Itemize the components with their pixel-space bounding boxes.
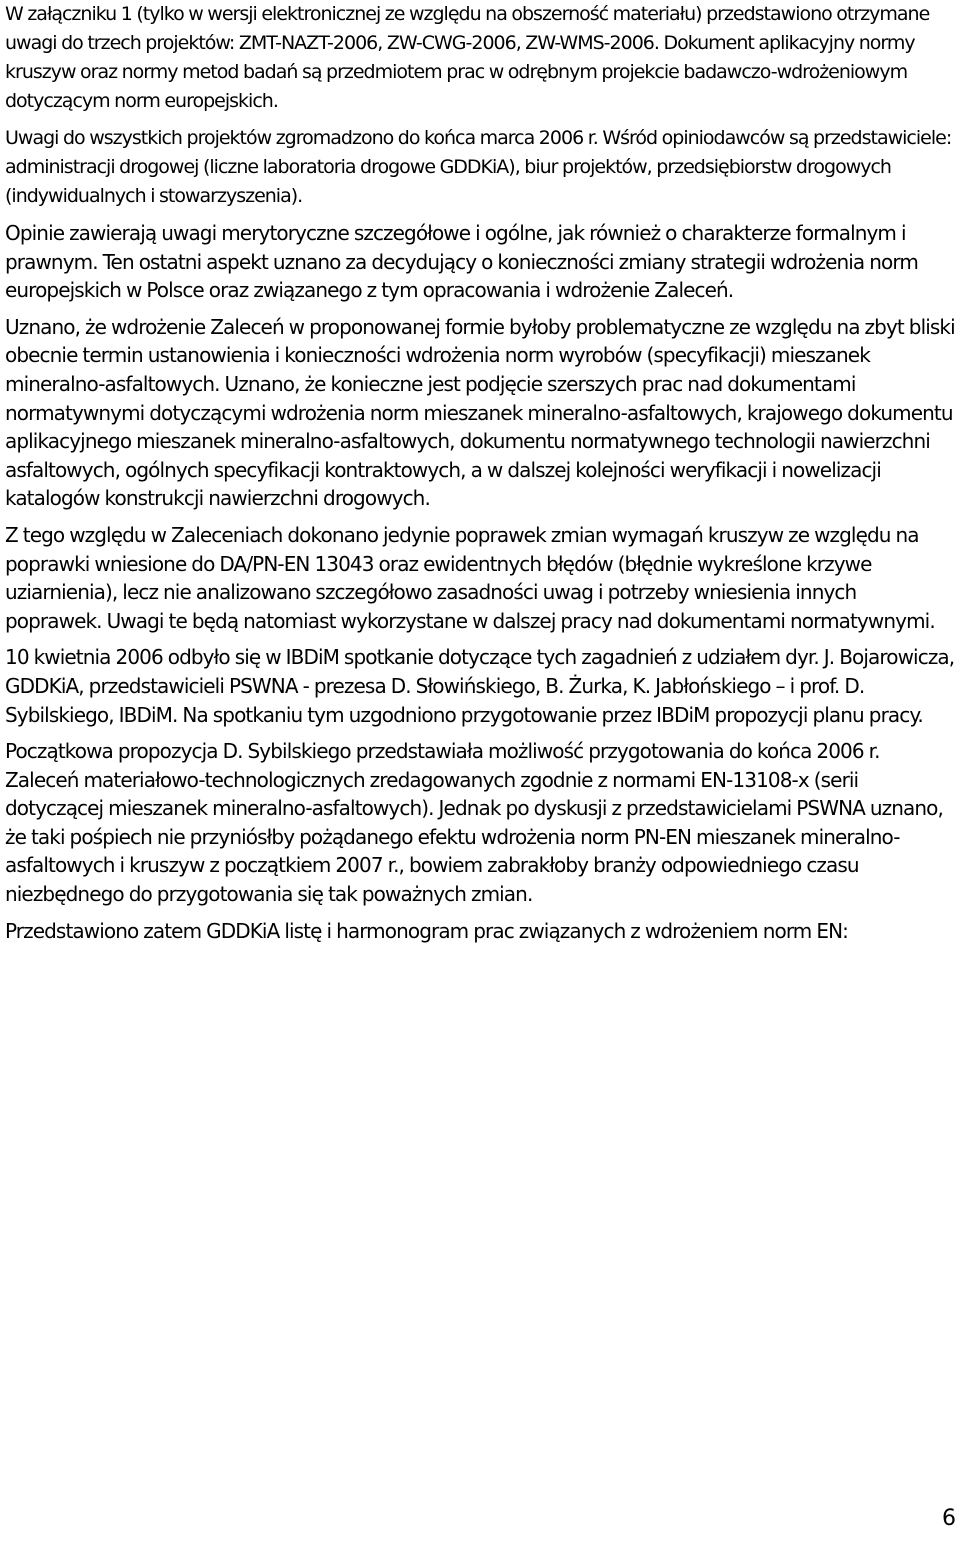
paragraph-opinions: Opinie zawierają uwagi merytoryczne szczegółowe i ogólne, jak również o charakterze formalnym i prawnym. Ten ostatni aspekt uznano za decydujący o konieczności zmiany strategii wdrożenia norm europejskich w Polsce oraz związanego z tym opracowania i wdrożenie Zaleceń. xyxy=(5,221,918,303)
paragraph-corrections: Z tego względu w Zaleceniach dokonano jedynie poprawek zmian wymagań kruszyw ze względu na poprawki wniesione do DA/PN-EN 13043 oraz ewidentnych błędów (błędnie wykreślone krzywe uziarnienia), lecz nie analizowano szczegółowo zasadności uwag i potrzeby wniesienia innych poprawek. Uwagi te będą natomiast wykorzystane w dalszej pracy nad dokumentami normatywnymi. xyxy=(5,522,935,633)
page-number: 6 xyxy=(942,1506,956,1531)
paragraph-meeting: 10 kwietnia 2006 odbyło się w IBDiM spotkanie dotyczące tych zagadnień z udziałem dyr. J. Bojarowicza, GDDKiA, przedstawicieli PSWNA - prezesa D. Słowińskiego, B. Żurka, K. Jabłońskiego – i prof. D. Sybilskiego, IBDiM. Na spotkaniu tym uzgodniono przygotowanie przez IBDiM propozycji planu pracy. xyxy=(5,645,955,727)
paragraph-comments-collected: Uwagi do wszystkich projektów zgromadzono do końca marca 2006 r. Wśród opiniodawców są przedstawiciele: administracji drogowej (liczne laboratoria drogowe GDDKiA), biur projektów, przedsiębiorstw drogowych (indywidualnych i stowarzyszenia). xyxy=(5,127,952,207)
paragraph-schedule-intro: Przedstawiono zatem GDDKiA listę i harmonogram prac związanych z wdrożeniem norm EN: xyxy=(5,918,848,943)
document-body xyxy=(5,0,957,953)
paragraph-initial-proposal: Początkowa propozycja D. Sybilskiego przedstawiała możliwość przygotowania do końca 2006 r. Zaleceń materiałowo-technologicznych zredagowanych zgodnie z normami EN-13108-x (serii dotyczącej mieszanek mineralno-asfaltowych). Jednak po dyskusji z przedstawicielami PSWNA uznano, że taki pośpiech nie przyniósłby pożądanego efektu wdrożenia norm PN-EN mieszanek mineralno-asfaltowych i kruszyw z początkiem 2007 r., bowiem zabrakłoby branży odpowiedniego czasu niezbędnego do przygotowania się tak poważnych zmian. xyxy=(5,739,943,907)
paragraph-attachment-note: W załączniku 1 (tylko w wersji elektronicznej ze względu na obszerność materiału) przedstawiono otrzymane uwagi do trzech projektów: ZMT-NAZT-2006, ZW-CWG-2006, ZW-WMS-2006. Dokument aplikacyjny normy kruszyw oraz normy metod badań są przedmiotem prac w odrębnym projekcie badawczo-wdrożeniowym dotyczącym norm europejskich. xyxy=(5,3,930,112)
paragraph-implementation-problem: Uznano, że wdrożenie Zaleceń w proponowanej formie byłoby problematyczne ze względu na zbyt bliski obecnie termin ustanowienia i konieczności wdrożenia norm wyrobów (specyfikacji) mieszanek mineralno-asfaltowych. Uznano, że konieczne jest podjęcie szerszych prac nad dokumentami normatywnymi dotyczącymi wdrożenia norm mieszanek mineralno-asfaltowych, krajowego dokumentu aplikacyjnego mieszanek mineralno-asfaltowych, dokumentu normatywnego technologii nawierzchni asfaltowych, ogólnych specyfikacji kontraktowych, a w dalszej kolejności weryfikacji i nowelizacji katalogów konstrukcji nawierzchni drogowych. xyxy=(5,314,955,511)
